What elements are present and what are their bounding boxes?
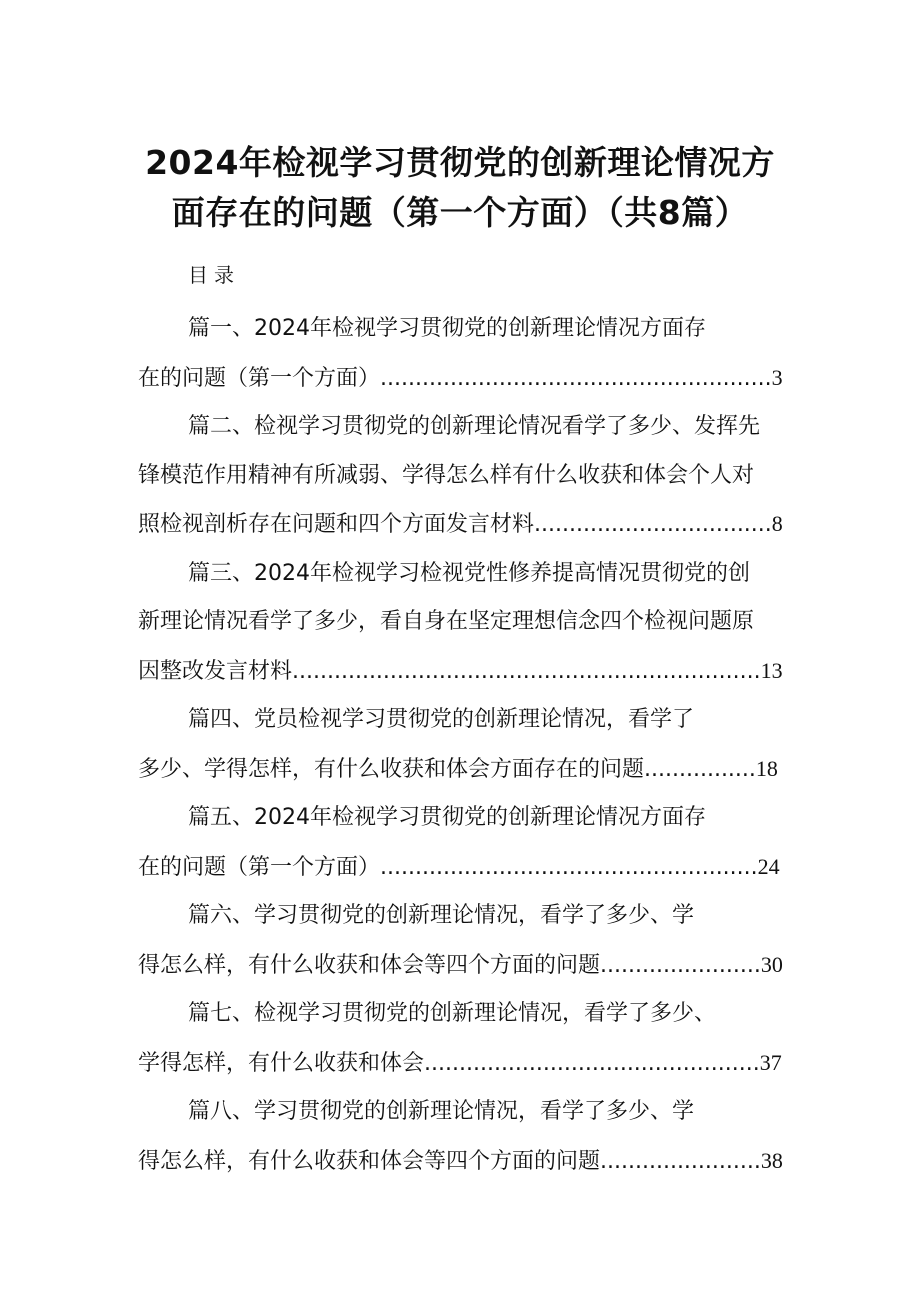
toc-entry-text-line: 篇七、检视学习贯彻党的创新理论情况，看学了多少、 <box>188 1001 717 1026</box>
toc-entry[interactable] <box>138 1088 788 1186</box>
toc-heading: 目录 <box>188 263 240 287</box>
toc-entry-text-line: 学得怎样，有什么收获和体会 <box>138 1050 425 1076</box>
toc-entry[interactable] <box>138 550 788 697</box>
toc-entry-text-line: 照检视剖析存在问题和四个方面发言材料 <box>138 512 535 537</box>
toc-entry-last-line <box>138 745 788 795</box>
toc-page-number: 18 <box>755 755 778 781</box>
toc-page-number: 3 <box>771 364 783 390</box>
title-line-1: 2024年检视学习贯彻党的创新理论情况方 <box>145 143 775 182</box>
toc-entry[interactable] <box>138 403 788 550</box>
toc-page-number: 38 <box>760 1147 783 1173</box>
toc-leader-dots: ................ <box>644 756 756 782</box>
toc-entry[interactable] <box>138 794 788 892</box>
toc-entry-text-line: 锋模范作用精神有所减弱、学得怎么样有什么收获和体会个人对 <box>138 462 755 488</box>
toc-entry-text-line: 篇六、学习贯彻党的创新理论情况，看学了多少、学 <box>188 903 695 928</box>
toc-entry-text-line: 得怎么样，有什么收获和体会等四个方面的问题 <box>138 1148 601 1174</box>
toc-entry-last-line <box>138 354 788 404</box>
toc-entry-text-line: 篇三、2024年检视学习检视党性修养提高情况贯彻党的创 <box>188 560 750 586</box>
toc-leader-dots: ...................................................... <box>380 854 758 880</box>
toc-leader-dots: ................................................................... <box>292 658 761 684</box>
toc-page-number: 30 <box>760 951 783 977</box>
toc-page-number: 24 <box>757 853 780 879</box>
toc-entry-last-line <box>138 843 788 893</box>
toc-leader-dots: ........................................................ <box>380 365 772 391</box>
toc-page-number: 13 <box>760 657 783 683</box>
toc-entry-last-line <box>138 647 788 697</box>
toc-entry-text-line: 篇一、2024年检视学习贯彻党的创新理论情况方面存 <box>188 316 706 341</box>
toc-leader-dots: ....................... <box>600 1148 761 1174</box>
table-of-contents <box>138 305 788 1186</box>
toc-entry[interactable] <box>138 305 788 403</box>
toc-leader-dots: .................................. <box>534 512 772 537</box>
title-line-2: 面存在的问题（第一个方面）（共8篇） <box>171 193 749 232</box>
toc-entry-text-line: 在的问题（第一个方面） <box>138 365 381 391</box>
toc-leader-dots: ................................................ <box>424 1050 760 1076</box>
toc-entry-text-line: 多少、学得怎样，有什么收获和体会方面存在的问题 <box>138 756 645 782</box>
toc-leader-dots: ....................... <box>600 952 761 978</box>
toc-entry-last-line <box>138 1039 788 1089</box>
toc-entry-last-line <box>138 1137 788 1187</box>
toc-entry[interactable] <box>138 696 788 794</box>
toc-entry-text-line: 在的问题（第一个方面） <box>138 854 381 880</box>
toc-entry-text-line: 因整改发言材料 <box>138 658 293 684</box>
toc-entry-text-line: 新理论情况看学了多少，看自身在坚定理想信念四个检视问题原 <box>138 609 755 634</box>
toc-page-number: 8 <box>771 511 783 536</box>
toc-entry-last-line <box>138 941 788 991</box>
toc-entry-text-line: 篇四、党员检视学习贯彻党的创新理论情况，看学了 <box>188 707 695 732</box>
document-title <box>120 138 800 238</box>
toc-entry-text-line: 得怎么样，有什么收获和体会等四个方面的问题 <box>138 952 601 978</box>
toc-page-number: 37 <box>759 1049 782 1075</box>
toc-entry[interactable] <box>138 990 788 1088</box>
toc-entry-text-line: 篇二、检视学习贯彻党的创新理论情况看学了多少、发挥先 <box>188 414 761 439</box>
toc-entry[interactable] <box>138 892 788 990</box>
toc-entry-text-line: 篇五、2024年检视学习贯彻党的创新理论情况方面存 <box>188 805 706 830</box>
toc-entry-last-line <box>138 500 788 550</box>
toc-entry-text-line: 篇八、学习贯彻党的创新理论情况，看学了多少、学 <box>188 1099 695 1124</box>
